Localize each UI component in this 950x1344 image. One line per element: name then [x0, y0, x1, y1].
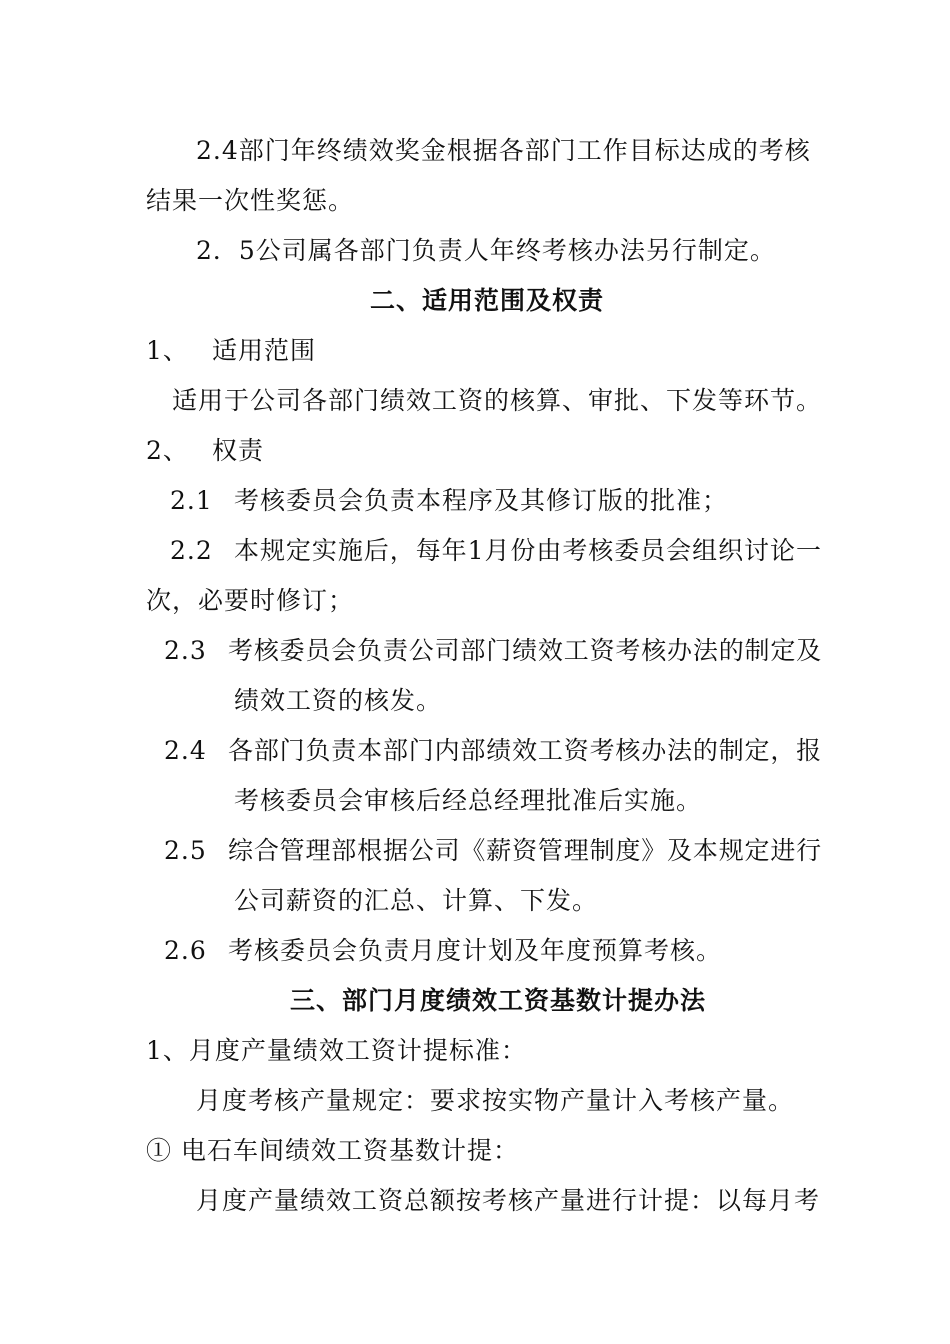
item-2-1-number: 2.1: [170, 486, 213, 515]
paragraph-2-4-line-2: 结果一次性奖惩。: [146, 186, 355, 215]
item-2-3-text: 考核委员会负责公司部门绩效工资考核办法的制定及: [228, 636, 823, 665]
item-2-4-text: 各部门负责本部门内部绩效工资考核办法的制定，报: [228, 736, 823, 765]
item-2-6-text: 考核委员会负责月度计划及年度预算考核。: [228, 936, 723, 965]
section-heading-3: 三、部门月度绩效工资基数计提办法: [290, 986, 707, 1015]
method-1-body: 月度考核产量规定：要求按实物产量计入考核产量。: [196, 1086, 795, 1115]
item-2-5-continuation: 公司薪资的汇总、计算、下发。: [234, 886, 599, 915]
item-2-6-number: 2.6: [164, 936, 207, 965]
method-2-body: 月度产量绩效工资总额按考核产量进行计提：以每月考: [196, 1186, 821, 1215]
subsection-1-number: 1、: [146, 336, 189, 365]
subsection-1-title: 适用范围: [212, 336, 317, 365]
subsection-2-number: 2、: [146, 436, 189, 465]
section-heading-2: 二、适用范围及权责: [370, 286, 605, 315]
subsection-2-title: 权责: [212, 436, 265, 465]
item-2-4-continuation: 考核委员会审核后经总经理批准后实施。: [234, 786, 703, 815]
item-2-5-number: 2.5: [164, 836, 207, 865]
item-2-2-text: 本规定实施后，每年1月份由考核委员会组织讨论一: [234, 536, 822, 565]
method-1-title: 1、月度产量绩效工资计提标准：: [146, 1036, 527, 1065]
item-2-2-continuation: 次，必要时修订；: [146, 586, 355, 615]
item-2-5-text: 综合管理部根据公司《薪资管理制度》及本规定进行: [228, 836, 823, 865]
subsection-1-body: 适用于公司各部门绩效工资的核算、审批、下发等环节。: [172, 386, 823, 415]
item-2-2-number: 2.2: [170, 536, 213, 565]
item-2-1-text: 考核委员会负责本程序及其修订版的批准；: [234, 486, 729, 515]
item-2-3-continuation: 绩效工资的核发。: [234, 686, 443, 715]
item-2-3-number: 2.3: [164, 636, 207, 665]
paragraph-2-4-line-1: 2.4部门年终绩效奖金根据各部门工作目标达成的考核: [196, 136, 811, 165]
paragraph-2-5: 2．5公司属各部门负责人年终考核办法另行制定。: [196, 236, 776, 265]
method-2-title: ① 电石车间绩效工资基数计提：: [146, 1136, 519, 1165]
item-2-4-number: 2.4: [164, 736, 207, 765]
